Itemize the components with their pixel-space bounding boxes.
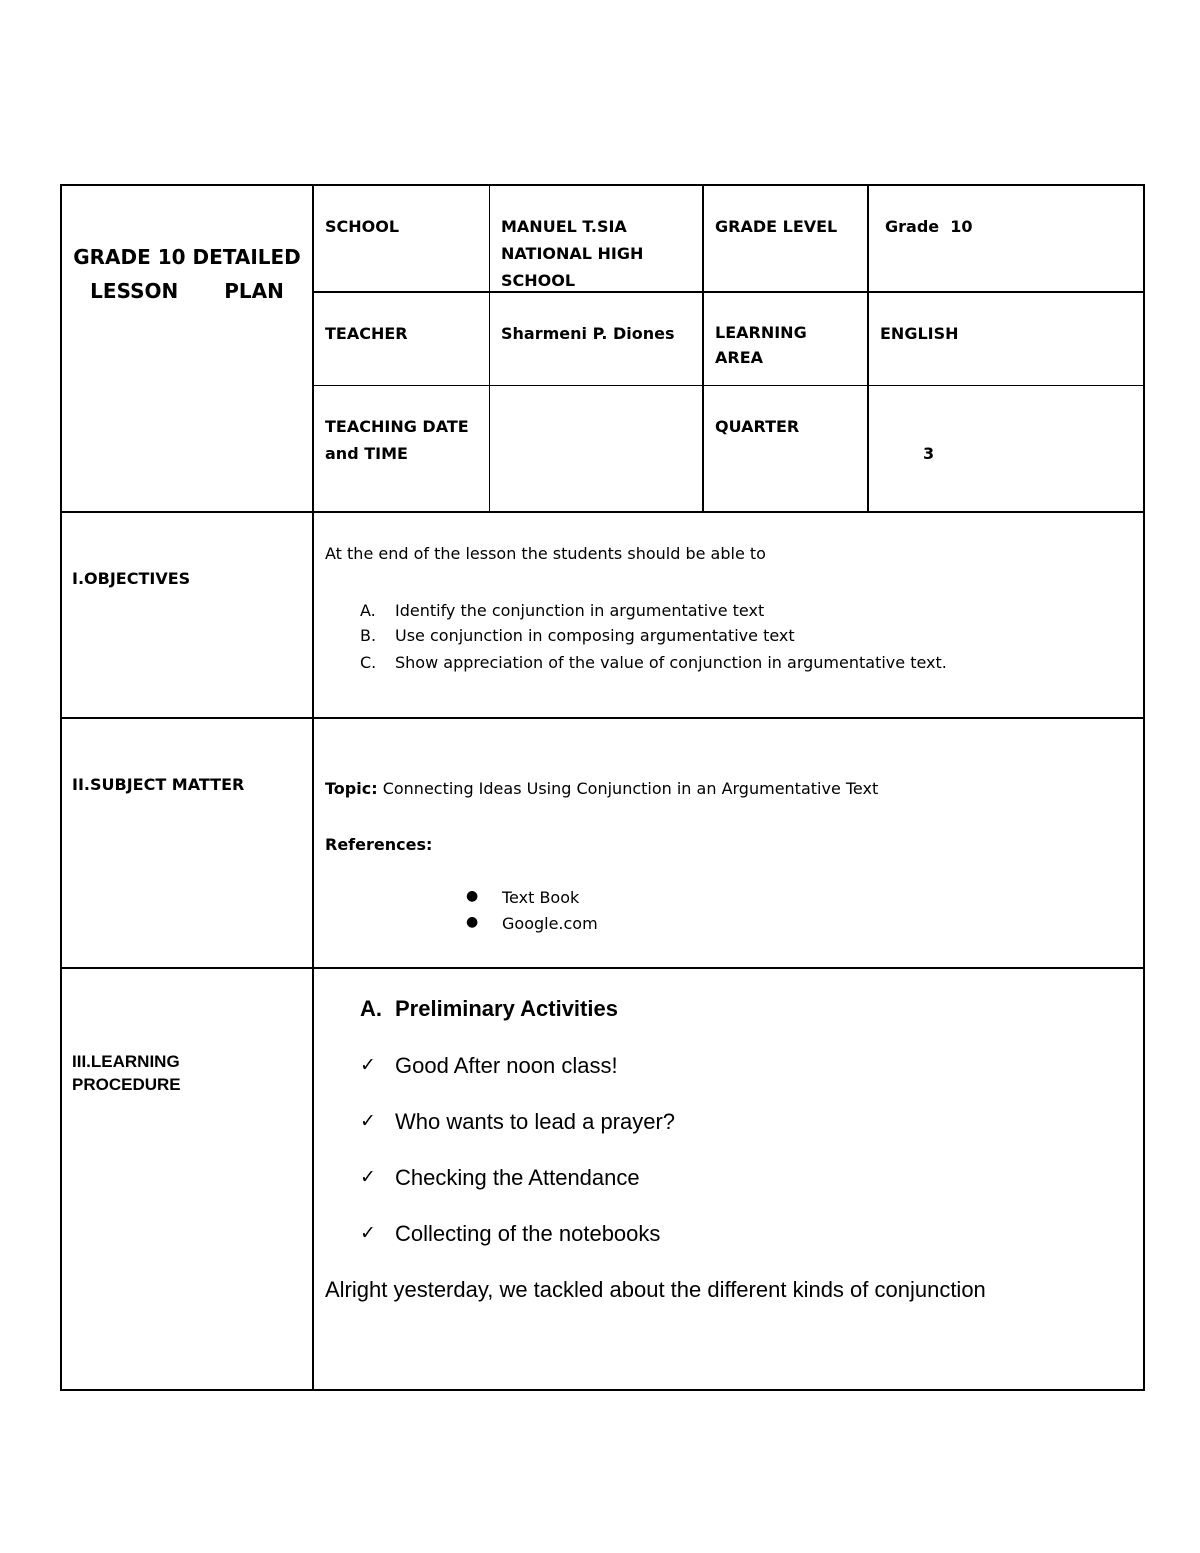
checkmark-icon: ✓	[360, 1166, 376, 1188]
quarter-value: 3	[923, 444, 935, 463]
school-value	[501, 213, 701, 294]
title-line-2	[62, 274, 312, 308]
border-bottom	[60, 1389, 1145, 1391]
border-right	[1143, 184, 1145, 1391]
learning-procedure-heading-line-1: III.LEARNING	[72, 1052, 180, 1071]
divider-row-2	[312, 385, 1145, 386]
topic-text: Connecting Ideas Using Conjunction in an Argumentative Text	[377, 779, 879, 798]
divider-row-1	[312, 291, 1145, 293]
references-label: References:	[325, 835, 433, 854]
checklist-text: Good After noon class!	[395, 1053, 618, 1078]
grade-level-label: GRADE LEVEL	[715, 217, 838, 236]
objective-text: Use conjunction in composing argumentative text	[395, 626, 795, 645]
teacher-label: TEACHER	[325, 324, 408, 343]
checklist-text: Who wants to lead a prayer?	[395, 1109, 676, 1134]
checkmark-icon: ✓	[360, 1110, 376, 1132]
checklist-text: Collecting of the notebooks	[395, 1221, 661, 1246]
reference-text: Text Book	[502, 888, 580, 907]
subheading-text: Preliminary Activities	[395, 996, 618, 1021]
learning-procedure-heading	[72, 1050, 181, 1096]
teaching-date-label-line-1: TEACHING DATE	[325, 417, 469, 436]
grade-level-value: Grade 10	[885, 217, 973, 236]
objective-marker: B.	[360, 626, 377, 645]
topic-line	[325, 775, 878, 802]
checklist-text: Checking the Attendance	[395, 1165, 640, 1190]
topic-label: Topic:	[325, 779, 378, 798]
title-word-plan: PLAN	[224, 279, 284, 303]
checkmark-icon: ✓	[360, 1222, 376, 1244]
school-label: SCHOOL	[325, 217, 400, 236]
learning-area-label-line-1: LEARNING	[715, 323, 807, 342]
reference-text: Google.com	[502, 914, 598, 933]
title-word-lesson: LESSON	[90, 279, 179, 303]
lesson-plan-title	[62, 240, 312, 308]
learning-area-label-line-2: AREA	[715, 348, 764, 367]
objectives-intro: At the end of the lesson the students should be able to	[325, 544, 766, 563]
checkmark-icon: ✓	[360, 1054, 376, 1076]
objective-marker: C.	[360, 653, 377, 672]
subject-matter-heading: II.SUBJECT MATTER	[72, 775, 245, 794]
teaching-date-label-line-2: and TIME	[325, 444, 408, 463]
closing-remark: Alright yesterday, we tackled about the different kinds of conjunction	[325, 1277, 986, 1302]
border-left	[60, 184, 62, 1391]
title-line-1: GRADE 10 DETAILED	[73, 245, 301, 269]
divider-header-end	[60, 511, 1145, 513]
objective-marker: A.	[360, 601, 376, 620]
divider-header-2	[489, 184, 490, 512]
school-value-line-1: MANUEL T.SIA	[501, 217, 627, 236]
divider-header-3	[702, 184, 704, 512]
subheading-marker: A.	[360, 996, 382, 1021]
divider-objectives-end	[60, 717, 1145, 719]
border-top	[60, 184, 1145, 186]
divider-subject-end	[60, 967, 1145, 969]
learning-area-label	[715, 320, 807, 370]
objective-text: Identify the conjunction in argumentative text	[395, 601, 765, 620]
quarter-label: QUARTER	[715, 417, 800, 436]
objective-text: Show appreciation of the value of conjunction in argumentative text.	[395, 653, 947, 672]
learning-procedure-heading-line-2: PROCEDURE	[72, 1075, 181, 1094]
divider-header-4	[867, 184, 869, 512]
divider-main	[312, 184, 314, 1391]
objectives-heading: I.OBJECTIVES	[72, 569, 191, 588]
bullet-icon: ●	[466, 888, 479, 904]
bullet-icon: ●	[466, 914, 479, 930]
teaching-date-label	[325, 413, 469, 467]
school-value-line-2: NATIONAL HIGH	[501, 244, 644, 263]
teacher-value: Sharmeni P. Diones	[501, 324, 675, 343]
learning-area-value: ENGLISH	[880, 324, 959, 343]
school-value-line-3: SCHOOL	[501, 271, 576, 290]
